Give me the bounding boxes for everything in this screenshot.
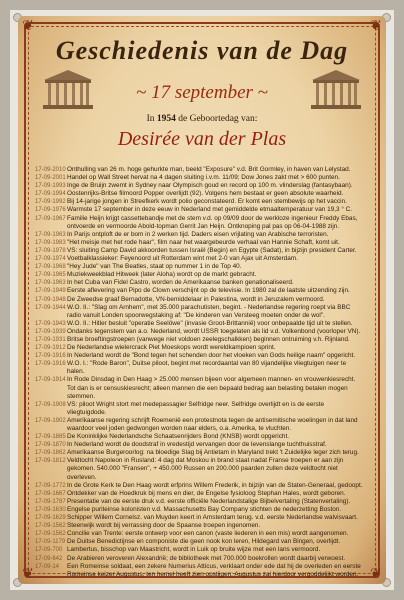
event-date: 17-09-1963 [35,280,66,287]
event-item [35,320,364,328]
event-text: Presentatie van de eerste druk v.d. eerste officiële Nederlandstalige Bijbelvertaling (Statenvertaling). [67,497,351,505]
birthday-name: Desirée van der Plas [117,128,287,150]
event-text: In Rode Dinsdag in Den Haag > 25.000 mensen bijeen voor algemeen mannen- en vrouwenkiesrecht. Tot dan is er censuskiesrecht; alleen mannen die een bepaald bedrag aan belasting betalen mogen stemmen. [67,376,356,400]
event-date: 17-09-1862 [35,450,66,457]
event-date: 17-09-1994 [35,191,66,198]
parthenon-icon [42,68,94,112]
event-item [35,522,364,530]
corner-ornament-icon: ❦ [370,566,382,582]
event-date: 17-09-1976 [35,207,66,214]
event-item [35,190,364,198]
event-text: De Zweedse graaf Bernadotte, VN-bemiddelaar in Palestina, wordt in Jeruzalem vermoord. [67,295,325,303]
corner-ornament-icon: ❦ [22,566,34,582]
event-text: In de Grote Kerk te Den Haag wordt erfprins Willem Frederik, in bijzijn van de Staten-Generaal, gedoopt. [67,481,363,489]
event-text: Britse broeftingstroepen (vanwege niet voldoen zeelegschalkken) beginnen ontruiming v.h. Rijnland. [67,335,350,343]
event-item [35,441,364,449]
event-date: 17-09-1943 [35,320,66,327]
event-date: 17-09-1944 [35,304,66,311]
event-text: Familie Heijn krijgt cassettebandje met de stem v.d. op 09/09 door de werkloze ingenieur Freddy Ebas, ontvoerde en vermoorde Abold-topman Gerrit Jan Heijn. Ontknoping pal pas op 06-04-1988 zijn. [67,214,358,230]
event-date: 17-09-700 [35,547,63,554]
event-text: Amerikaanse regering schrijft Roemenië een protestnota tegen de antisemitische woelingen in dat land waardoor veel joden gedwongen worden naar elders, o.a. Amerika, te vluchten. [67,416,358,432]
event-date: 17-09-1916 [35,361,66,368]
event-item [35,263,364,271]
event-date: 17-09-1965 [35,272,66,279]
event-item [35,255,364,263]
event-item [35,215,364,231]
event-text: Handel op Wall Street hervat na 4 dagen sluiting i.v.m. 11/09; Dow Jones zakt met > 600 punten. [67,174,340,182]
birthday-intro [18,114,386,124]
event-date: 17-09-1974 [35,256,66,263]
corner-ornament-icon: ❦ [370,18,382,34]
event-text: Oostenrijks-Britse filmoord Popper overlijdt (92). Volgens hem bestaat er geen absolute waarheid. [67,190,344,198]
event-text: W.O. II.: Hitler besluit "operatie Seelöwe" (invasie Groot-Brittannië) voor onbepaalde tijd uit te stellen. [67,319,353,327]
event-item [35,360,364,376]
event-text: Schipper Willem Cornelsz. van Muyden keert in Amsterdam terug. v.d. eerste Nederlandse walvisvaart. [67,514,358,522]
event-item [35,271,364,279]
event-item [35,247,364,255]
event-item [35,530,364,538]
event-text: Bij 14-jarige jongen in Streefkerk wordt polio geconstateerd. Er komt een stembewijs op het vaccin. [67,198,347,206]
event-item [35,457,364,481]
event-date: 17-09-1939 [35,328,66,335]
event-date: 17-09-1562 [35,523,66,530]
event-item [35,231,364,239]
page-title: Geschiedenis van de Dag [55,36,349,65]
intro-suffix: de Geboortedag van: [178,114,258,124]
event-text: Lambertus, bisschop van Maastricht, wordt in Luik op bruite wijze met een lans vermoord. [67,546,321,554]
event-item [35,344,364,352]
event-text: VS: piloot Wright stort met medepassagier Selfridge neer. Selfridge overlijdt en is de eerste vliegtuigdode. [67,400,325,416]
event-date: 17-09-1983 [35,239,66,246]
event-date: 17-09-642 [35,555,63,562]
event-text: In Parijs ontploft de er bom in 2 werken tijd. Daders eisen vrijlating van Arabische terroristen. [67,230,329,238]
event-date: 17-09-1812 [35,458,66,465]
event-text: De Duitse Benedictijnse en componiste die geen nook kon leren, Hildegard van Bingen, overlijdt. [67,538,341,546]
event-text: In Nederland wordt de doodstraf in vredestijd vervangen door de levenslange tuchthuisstraf. [67,441,327,449]
event-text: W.O. II.: "Slag om Arnhem", met 35.000 parachutisten, begint. - Nederlandse regering roept via BBC radio vanuit Londen spoorwegstaking af: "De kinderen van Versteeg moeten onder de wol". [67,303,351,319]
event-text: Een Romeinse soldaat, een zekere Numerius Atticus, verklaart onder ede dat hij de overleden en eerste Romeinse keizer Augustus, ten hemel heeft zien opstijgen; Augustus zal hierdoor vergoddelijkt worden. [67,562,361,578]
event-text: Eerste aflevering van Pipo de Clown verschijnt op de televisie. In 1980 zal de laatste uitzending zijn. [67,287,350,295]
event-date: 17-09-1787 [35,498,66,505]
date-heading: ~ 17 september ~ [136,82,268,103]
event-date: 17-09-1912 [35,345,66,352]
event-text: Muziekweekblad Hitweek (later Aloha) wordt op de markt gebracht. [67,271,257,279]
event-date: 17-09-1562 [35,531,66,538]
event-item [35,490,364,498]
event-item [35,538,364,546]
event-date: 17-09-1967 [35,215,66,222]
event-date: 17-09-1949 [35,288,66,295]
event-item [35,555,364,563]
event-item [35,279,364,287]
event-text: "Het meisje met het rode haar", film naar het waargebeurde verhaal van Hannie Schaft, komt uit. [67,238,340,246]
event-text: Inge de Bruijn zwemt in Sydney naar Olympisch goud en record op 100 m. vlinderslag (fantasybaan). [67,182,353,190]
event-item [35,336,364,344]
event-text: Ontdekker van de Hoedkruk bij mens en dier, de Engelse fysioloog Stephan Hales, wordt geboren. [67,489,346,497]
event-text: Concilie van Trente: eerste ontwerp voor een canon (vaste liederen in een mis) wordt aangenomen. [67,530,349,538]
event-date: 17-09-1916 [35,353,66,360]
event-text: De Arabieren veroveren Alexandrië; de bibliotheek met 700.000 boekrollen wordt daarbij verwoest. [67,554,346,562]
event-item [35,239,364,247]
event-item [35,482,364,490]
event-date: 17-09-1629 [35,515,66,522]
event-text: Onthulling van 26 m. hoge gehurkte man, beeld "Exposure" v.d. Brit Gormley, in haven van Lelystad. [67,166,351,173]
event-date: 17-09-1992 [35,199,66,206]
event-text: De Nederlandse wielercrack Piet Moeskops wordt wereldkampioen sprint. [67,344,276,352]
event-item [35,514,364,522]
event-date: 17-09-1963 [35,231,66,238]
event-date: 17-09-1630 [35,506,66,513]
event-item [35,563,364,579]
intro-prefix: In [146,114,155,124]
event-text: In het Cuba van Fidel Castro, worden de Amerikaanse banken genationaliseerd. [67,279,294,287]
event-date: 17-09-1772 [35,482,66,489]
event-item [35,296,364,304]
event-item [35,352,364,360]
corner-ornament-icon: ❦ [22,18,34,34]
event-item [35,433,364,441]
event-item [35,182,364,190]
event-text: VS: sluiting Camp David akkoorden tussen Israël (Begin) en Egypte (Sadat), in bijzijn president Carter. [67,246,357,254]
event-text: W.O. I.: "Rode Baron", Duitse piloot, begint met recordaantal van 80 vijandelijke vliegtuigen neer te halen. [67,360,347,376]
events-list [35,166,364,579]
event-item [35,417,364,433]
parchment-document [18,16,386,584]
event-date: 17-09-1931 [35,336,66,343]
event-date: 17-09-1993 [35,183,66,190]
event-item [35,287,364,295]
event-item [35,304,364,320]
event-item [35,498,364,506]
event-date: 17-09-1978 [35,247,66,254]
event-date: 17-09-1948 [35,296,66,303]
event-text: In Nederland wordt de "Bond tegen het schenden door het vloeken van Gods heilige naam" opgericht. [67,352,356,360]
event-date: 17-09-1870 [35,442,66,449]
event-date: 17-09-1179 [35,539,66,546]
birth-year: 1954 [156,114,176,124]
event-date: 17-09-1968 [35,264,66,271]
event-date: 17-09-1914 [35,377,66,384]
event-item [35,401,364,417]
event-text: Amerikaanse Burgeroorlog: na bloedige Slag bij Antietam in Maryland trekt 't Zuidelijke leger zich terug. [67,449,359,457]
event-item [35,206,364,214]
event-item [35,174,364,182]
event-date: 17-09-1902 [35,417,66,424]
parthenon-icon [310,68,362,112]
event-date: 17-09-1667 [35,490,66,497]
event-date: 17-09-1908 [35,401,66,408]
event-text: Ondanks tegenstem van a.o. Nederland, wordt USSR toegelaten als lid v.d. Volkenbond (voorloper VN). [67,327,361,335]
event-text: Steenwijk wordt bij verrassing door de Spaanse troepen ingenomen. [67,522,261,530]
event-text: De Koninklijke Nederlandsche Schaatsenrijders Bond (KNSB) wordt opgericht. [67,433,290,441]
event-item [35,166,364,174]
event-text: Voetbalklassieker: Feyenoord uit Rotterdam wint met 2-0 van Ajax uit Amsterdam. [67,255,298,263]
event-item [35,449,364,457]
event-item [35,546,364,554]
event-date: 17-09-1885 [35,434,66,441]
event-date: 17-09-2010 [35,167,66,173]
event-item [35,328,364,336]
event-item [35,376,364,400]
event-text: Veldtocht Napoleon in Rusland: 4 dag dat Moskou in brand staat nadat Franse troepen er aan zijn gekomen. 540.000 "Fransen", + 450.000 Russen en 200.000 paarden zullen deze veldtocht niet overleven. [67,457,344,481]
event-date: 17-09-2001 [35,175,66,182]
event-item [35,506,364,514]
event-text: "Hey Jude" van The Beatles, staat op nummer 1 in de Top 40. [67,263,242,271]
event-text: Engelse puriteinse kolonisten v.d. Massachusetts Bay Company stichten de nederzetting Boston. [67,505,342,513]
event-text: Warmste 17 september in deze eeuw in Nederland met gemiddelde etmaaltemperatuur van 19,3 ° C. [67,206,353,214]
event-date: 17-09-14 [35,563,60,570]
